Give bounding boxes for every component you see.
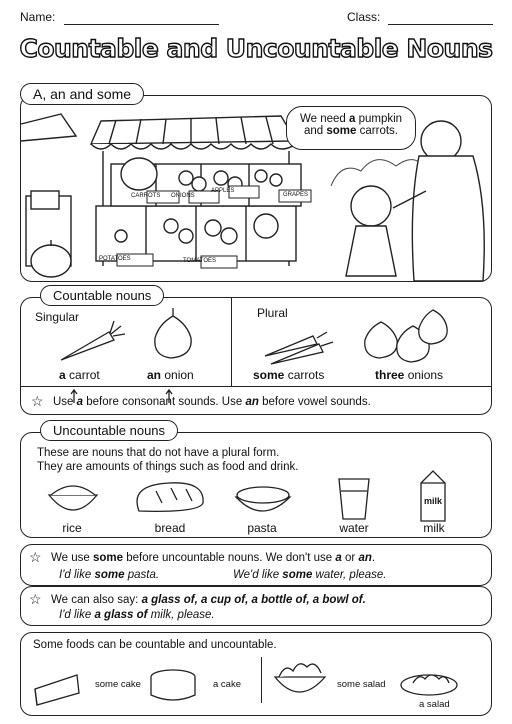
an-onion: an onion (147, 368, 194, 382)
item-milk: milk (423, 521, 445, 535)
some-carrots: some carrots (253, 368, 325, 382)
item-bread: bread (154, 521, 186, 535)
page-title: Countable and Uncountable Nouns (19, 34, 493, 63)
name-label: Name: (20, 10, 56, 24)
a-cake: a cake (213, 679, 241, 690)
uncountable-line-2: They are amounts of things such as food and drink. (37, 461, 299, 473)
tip-some-box (20, 544, 492, 586)
tip-some-example-1: I'd like some pasta. (59, 569, 160, 581)
tip-some-example-2: We'd like some water, please. (233, 569, 387, 581)
tip-some-rule: We use some before uncountable nouns. We don't use a or an. (51, 552, 376, 564)
market-stall-illustration (21, 96, 493, 283)
section-label-countable: Countable nouns (40, 285, 164, 306)
singular-label: Singular (35, 310, 80, 324)
star-icon: ☆ (31, 393, 44, 409)
sign-apples: APPLES (211, 188, 235, 194)
sign-tomatoes: TOMATOES (183, 258, 217, 264)
sign-grapes: GRAPES (283, 192, 309, 198)
item-pasta: pasta (247, 521, 277, 535)
star-icon: ☆ (29, 549, 42, 565)
sign-potatoes: POTATOES (99, 256, 131, 262)
both-box (20, 632, 492, 716)
speech-line-2: and some carrots. (304, 125, 398, 137)
plural-label: Plural (257, 306, 288, 320)
rule-divider (21, 386, 491, 387)
uncountable-line-1: These are nouns that do not have a plural form. (37, 447, 280, 459)
a-salad: a salad (419, 699, 450, 710)
a-carrot: a carrot (59, 368, 100, 382)
item-water: water (339, 521, 369, 535)
speech-line-1: We need a pumpkin (299, 113, 403, 125)
section-label-uncountable: Uncountable nouns (40, 420, 178, 441)
sign-carrots: CARROTS (131, 193, 161, 199)
some-cake: some cake (95, 679, 141, 690)
article-rule: Use a before consonant sounds. Use an before vowel sounds. (53, 396, 371, 408)
sign-onions: ONIONS (171, 193, 195, 199)
some-salad: some salad (337, 679, 386, 690)
both-intro: Some foods can be countable and uncountable. (33, 639, 277, 651)
section-label-a-an-some: A, an and some (20, 83, 144, 105)
countable-box (20, 297, 492, 415)
uncountable-box (20, 432, 492, 538)
class-label: Class: (347, 10, 381, 24)
tip-glass-example: I'd like a glass of milk, please. (59, 609, 215, 621)
three-onions: three onions (375, 368, 444, 382)
class-line[interactable] (388, 24, 493, 25)
milk-carton-text: milk (424, 496, 443, 506)
star-icon: ☆ (29, 591, 42, 607)
speech-bubble (286, 106, 416, 150)
item-rice: rice (62, 521, 82, 535)
market-scene-box (20, 95, 492, 282)
tip-glass-box (20, 586, 492, 626)
name-line[interactable] (64, 24, 219, 25)
tip-glass-rule: We can also say: a glass of, a cup of, a bottle of, a bowl of. (51, 594, 366, 606)
